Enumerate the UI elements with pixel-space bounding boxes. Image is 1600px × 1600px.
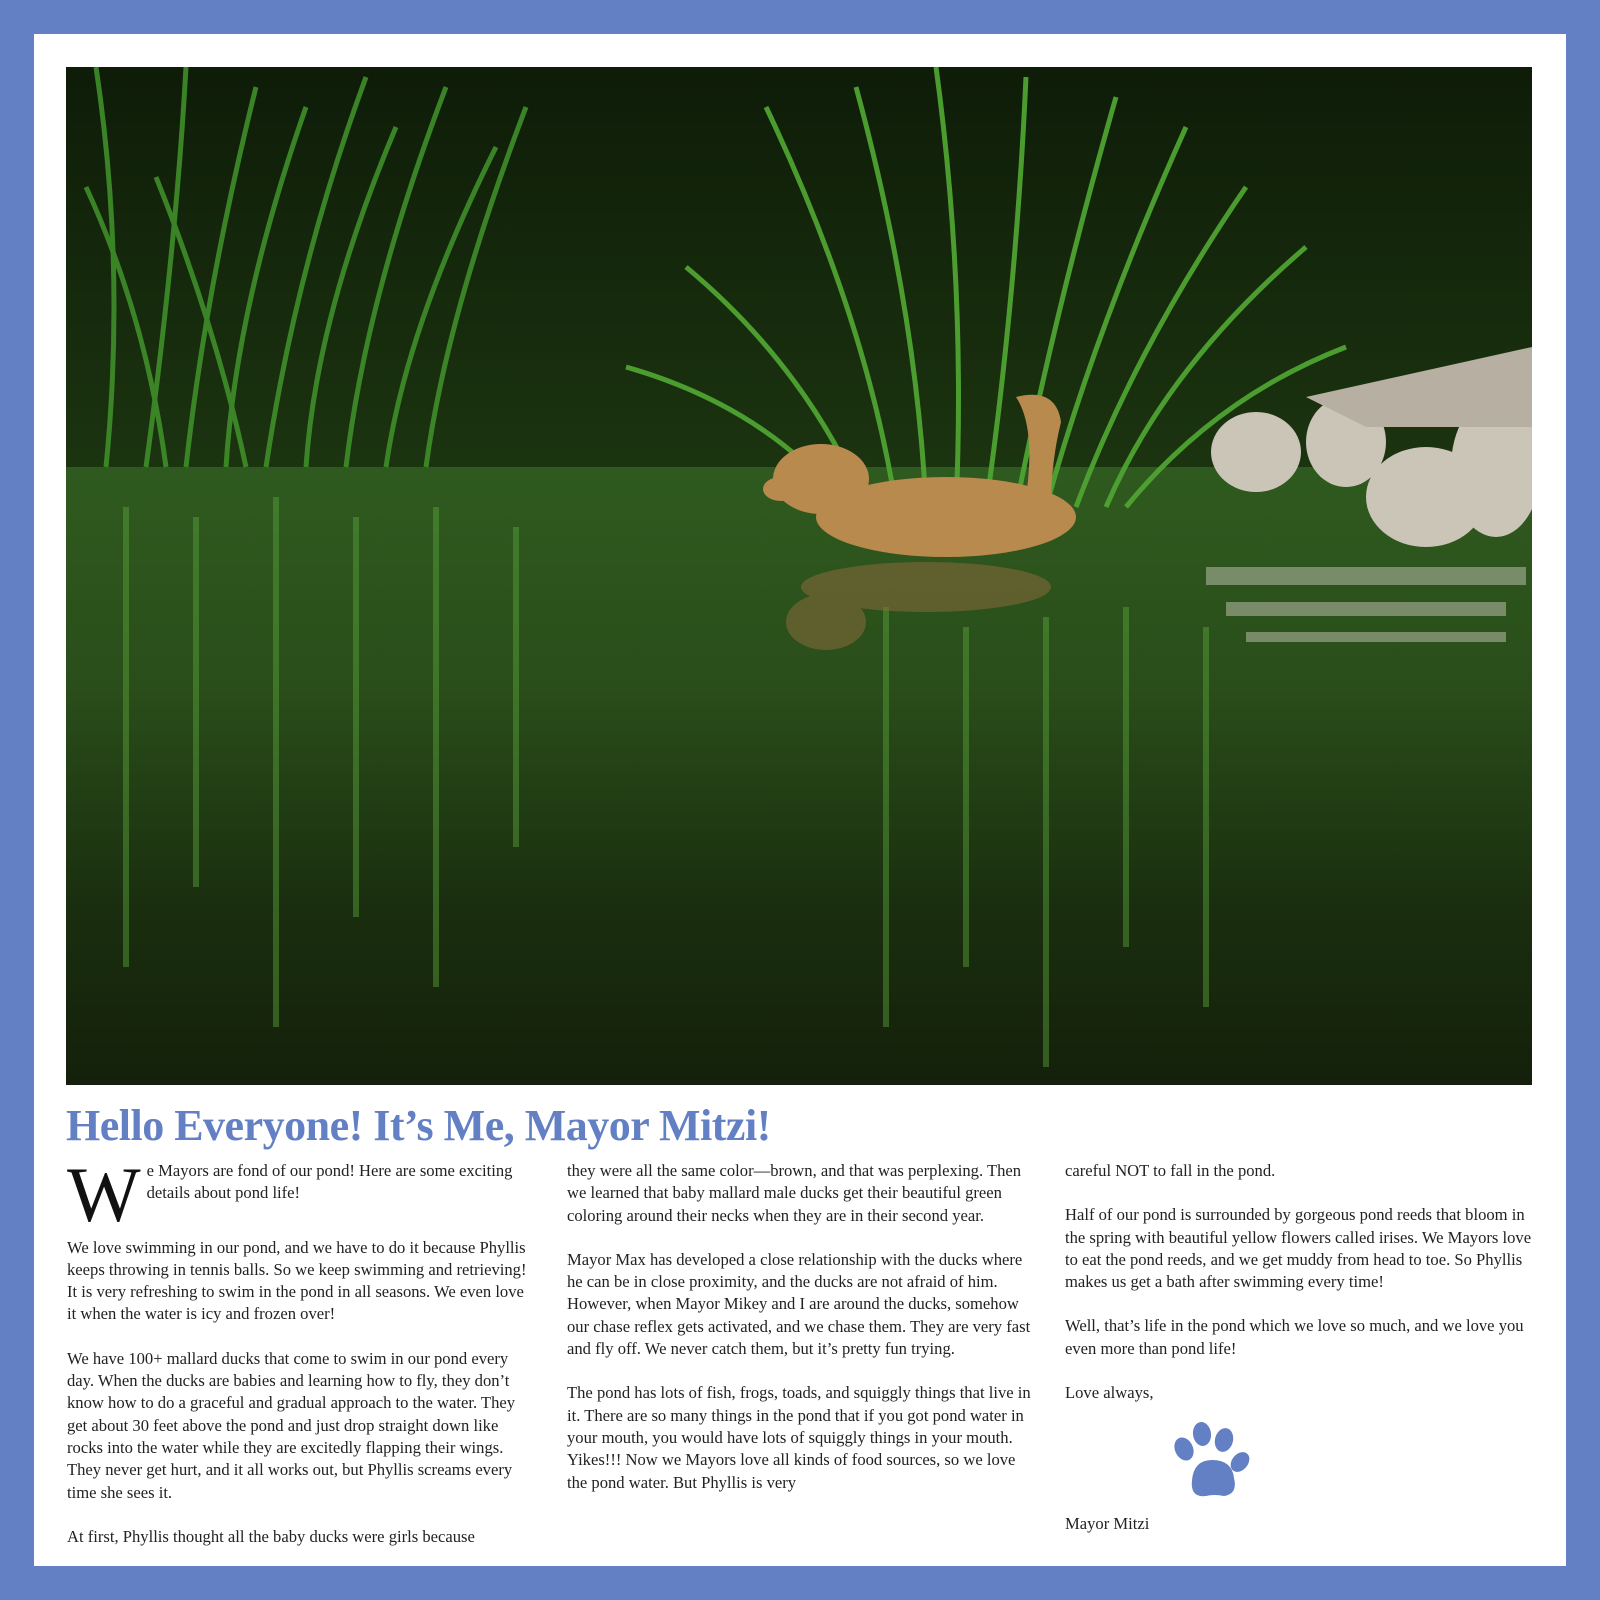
- article-column-2: [567, 1160, 1037, 1516]
- article-column-3: [1065, 1160, 1535, 1426]
- paragraph: The pond has lots of fish, frogs, toads, and squiggly things that live in it. There are so many things in the pond that if you got pond water in your mouth, you would have lots of squiggly things in your mouth. Yikes!!! Now we Mayors love all kinds of food sources, so we love the pond water. But Phyllis is very: [567, 1383, 1031, 1492]
- paragraph: they were all the same color—brown, and that was perplexing. Then we learned that baby mallard male ducks get their beautiful green coloring around their necks when they are in their second year.: [567, 1161, 1022, 1225]
- pond-photo-illustration: [66, 67, 1532, 1085]
- paragraph: We have 100+ mallard ducks that come to swim in our pond every day. When the ducks are babies and learning how to fly, they don’t know how to do a graceful and gradual approach to the water. They get about 30 feet above the pond and just drop straight down like rocks into the water while they are excitedly flapping their wings. They never get hurt, and it all works out, but Phyllis screams every time she sees it.: [67, 1348, 516, 1502]
- paragraph: We love swimming in our pond, and we have to do it because Phyllis keeps throwing in tennis balls. So we keep swimming and retrieving! It is very refreshing to swim in the pond in all seasons. We even love it when the water is icy and frozen over!: [67, 1237, 527, 1324]
- paragraph: Mayor Max has developed a close relationship with the ducks where he can be in close proximity, and the ducks are not afraid of him. However, when Mayor Mikey and I are around the ducks, somehow our chase reflex gets activated, and we chase them. They are very fast and fly off. We never catch them, but it’s pretty fun trying.: [567, 1249, 1031, 1359]
- pond-photo: [66, 67, 1532, 1085]
- paw-print-icon: [1172, 1422, 1252, 1502]
- intro-text: e Mayors are fond of our pond! Here are some exciting details about pond life!: [146, 1161, 513, 1203]
- drop-cap: W: [67, 1151, 141, 1238]
- page: [34, 34, 1566, 1566]
- article-title: Hello Everyone! It’s Me, Mayor Mitzi!: [66, 1101, 771, 1150]
- signature: Mayor Mitzi: [1065, 1514, 1150, 1533]
- closing: Love always,: [1065, 1383, 1154, 1403]
- article-column-1: [67, 1151, 537, 1570]
- paragraph: At first, Phyllis thought all the baby ducks were girls because: [67, 1526, 475, 1546]
- paragraph: Half of our pond is surrounded by gorgeous pond reeds that bloom in the spring with beautiful yellow flowers called irises. We Mayors love to eat the pond reeds, and we get muddy from head to toe. So Phyllis makes us get a bath after swimming every time!: [1065, 1205, 1532, 1292]
- paragraph: careful NOT to fall in the pond.: [1065, 1161, 1276, 1180]
- intro-paragraph: [67, 1151, 537, 1238]
- paragraph: Well, that’s life in the pond which we love so much, and we love you even more than pond life!: [1065, 1316, 1524, 1358]
